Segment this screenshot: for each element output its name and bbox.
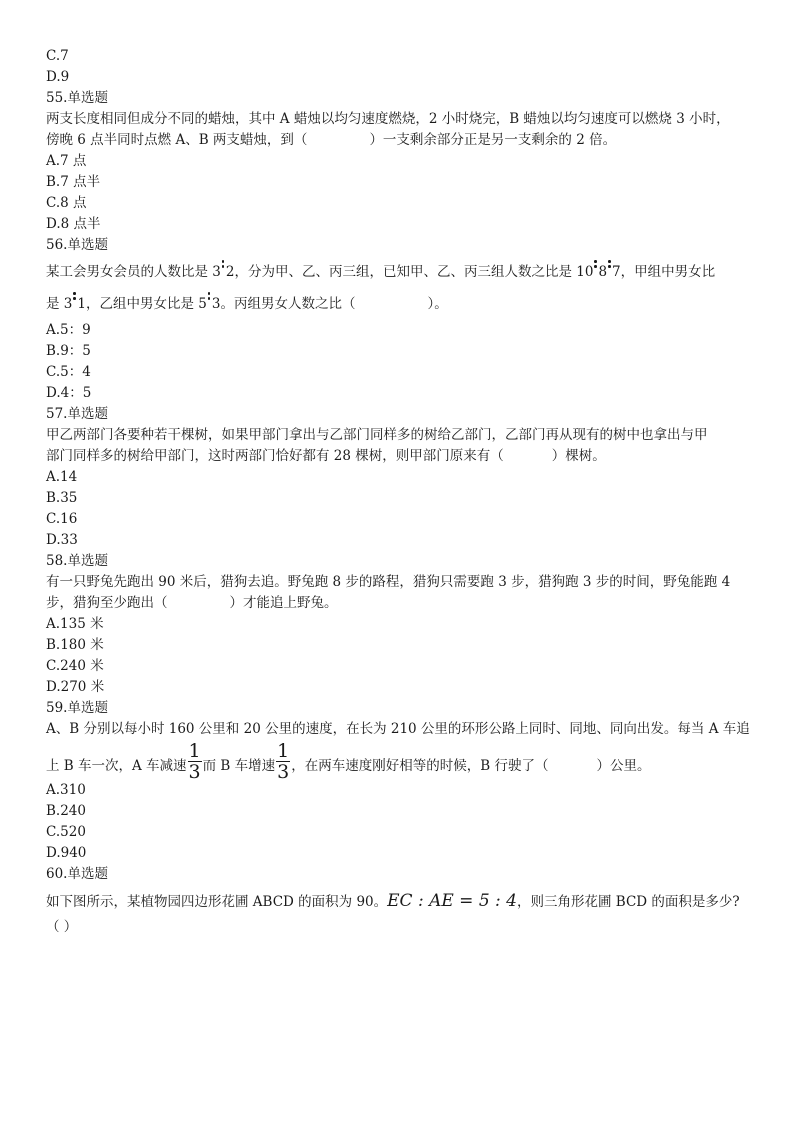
q57-stem-line-1: 甲乙两部门各要种若干棵树，如果甲部门拿出与乙部门同样多的树给乙部门，乙部门再从现有的树中也拿出与甲 (46, 427, 708, 443)
q58-option-c: C.240 米 (46, 658, 104, 674)
ratio-colon-icon (593, 260, 598, 270)
fraction-numerator: 1 (188, 740, 201, 762)
fraction-denominator: 3 (277, 761, 290, 783)
q59-stem-part-b: 而 B 车增速 (202, 758, 276, 774)
fraction-one-third (188, 741, 202, 782)
q56-stem-part-h: ）。 (427, 296, 448, 312)
q60-stem-part-a: 如下图所示，某植物园四边形花圃 ABCD 的面积为 90。 (46, 894, 388, 910)
q59-heading: 59.单选题 (46, 700, 108, 716)
fraction-numerator: 1 (277, 740, 290, 762)
q57-stem-part-a: 部门同样多的树给甲部门，这时两部门恰好都有 28 棵树，则甲部门原来有（ (46, 448, 504, 464)
q59-option-c: C.520 (46, 824, 86, 840)
q55-stem-line-1: 两支长度相同但成分不同的蜡烛，其中 A 蜡烛以均匀速度燃烧，2 小时烧完，B 蜡烛以均匀速度可以燃烧 3 小时， (46, 111, 730, 127)
q57-stem-line-2 (46, 446, 756, 467)
q55-stem-part-a: 傍晚 6 点半同时点燃 A、B 两支蜡烛，到（ (46, 132, 308, 148)
q57-heading: 57.单选题 (46, 406, 108, 422)
q55-stem-part-b: ）一支剩余部分正是另一支剩余的 2 倍。 (369, 132, 617, 148)
q55-heading: 55.单选题 (46, 90, 108, 106)
q57-option-d: D.33 (46, 532, 78, 548)
q58-heading: 58.单选题 (46, 553, 108, 569)
q56-stem-part-a: 某工会男女会员的人数比是 3 (46, 264, 221, 280)
q56-stem-line-2 (46, 288, 756, 320)
q59-stem-part-c: ，在两车速度刚好相等的时候，B 行驶了（ (291, 758, 549, 774)
fraction-one-third (276, 741, 290, 782)
q56-stem-part-g: 3。丙组男女人数之比（ (211, 296, 356, 312)
q56-stem-line-1 (46, 256, 756, 288)
q58-stem-line-2 (46, 593, 756, 614)
q55-option-d: D.8 点半 (46, 216, 101, 232)
q59-option-b: B.240 (46, 803, 86, 819)
q54-option-d: D.9 (46, 69, 70, 85)
ratio-formula: EC : AE = 5 : 4 (387, 891, 517, 911)
q56-option-b: B.9：5 (46, 343, 91, 359)
q60-stem-line-1 (46, 885, 756, 917)
q58-stem-part-b: ）才能追上野兔。 (229, 595, 338, 611)
q60-heading: 60.单选题 (46, 866, 108, 882)
ratio-colon-icon (607, 260, 612, 270)
q57-option-b: B.35 (46, 490, 78, 506)
q58-option-d: D.270 米 (46, 679, 105, 695)
q58-option-a: A.135 米 (46, 616, 104, 632)
q59-option-d: D.940 (46, 845, 87, 861)
q59-stem-line-1: A、B 分别以每小时 160 公里和 20 公里的速度，在长为 210 公里的环形公路上同时、同地、同向出发。每当 A 车追 (46, 721, 750, 737)
q54-option-c: C.7 (46, 48, 69, 64)
fraction-denominator: 3 (188, 761, 201, 783)
ratio-colon-icon (72, 292, 77, 302)
q59-stem-part-d: ）公里。 (596, 758, 651, 774)
document-page (46, 46, 756, 938)
q59-option-a: A.310 (46, 782, 86, 798)
q57-option-c: C.16 (46, 511, 78, 527)
q56-option-d: D.4：5 (46, 385, 92, 401)
q56-stem-part-e: 是 3 (46, 296, 73, 312)
q56-stem-part-b: 2，分为甲、乙、丙三组，已知甲、乙、丙三组人数之比是 10 (225, 264, 594, 280)
q60-stem-part-b: ，则三角形花圃 BCD 的面积是多少? (516, 894, 740, 910)
q56-heading: 56.单选题 (46, 237, 108, 253)
q57-stem-part-b: ）棵树。 (551, 448, 606, 464)
ratio-colon-icon (221, 260, 226, 270)
q56-option-c: C.5：4 (46, 364, 91, 380)
q58-stem-part-a: 步，猎狗至少跑出（ (46, 595, 168, 611)
q58-stem-line-1: 有一只野兔先跑出 90 米后，猎狗去追。野兔跑 8 步的路程，猎狗只需要跑 3 步，猎狗跑 3 步的时间，野兔能跑 4 (46, 574, 731, 590)
q60-stem-line-2: （ ） (46, 919, 78, 935)
q55-option-b: B.7 点半 (46, 174, 101, 190)
q56-stem-part-d: 7，甲组中男女比 (612, 264, 716, 280)
q56-stem-part-f: 1，乙组中男女比是 5 (77, 296, 207, 312)
q56-option-a: A.5：9 (46, 322, 91, 338)
q55-option-a: A.7 点 (46, 153, 87, 169)
q56-stem-part-c: 8 (598, 264, 608, 280)
q57-option-a: A.14 (46, 469, 78, 485)
ratio-colon-icon (207, 292, 212, 302)
q55-option-c: C.8 点 (46, 195, 87, 211)
q55-stem-line-2 (46, 130, 756, 151)
q58-option-b: B.180 米 (46, 637, 104, 653)
q59-stem-line-2 (46, 740, 756, 783)
q59-stem-part-a: 上 B 车一次，A 车减速 (46, 758, 187, 774)
